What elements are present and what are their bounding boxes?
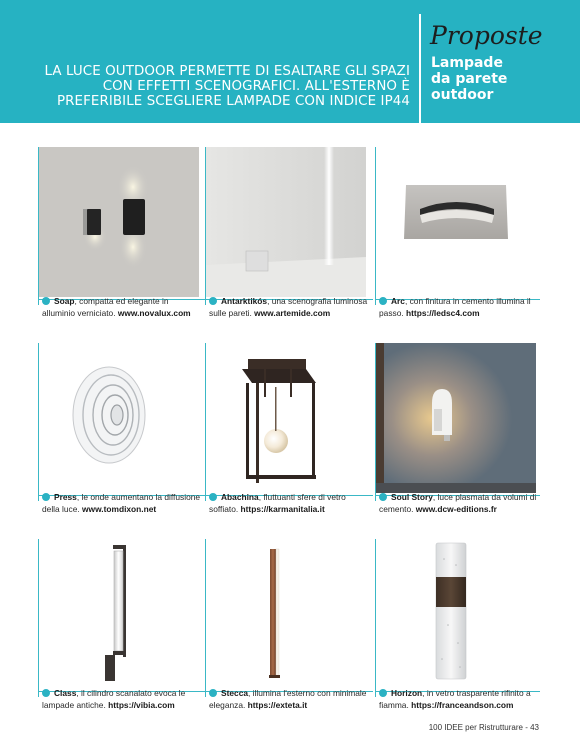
product-photo-class [39, 539, 199, 689]
product-caption-abachina: Abachina, fluttuanti sfere di vetro soffiato. https://karmanitalia.it [209, 492, 346, 514]
product-photo-soul-story [376, 343, 536, 493]
product-photo-press [39, 343, 199, 493]
intro-text: LA LUCE OUTDOOR PERMETTE DI ESALTARE GLI SPAZI CON EFFETTI SCENOGRAFICI. ALL'ESTERNO È PREFERIBILE SCEGLIERE LAMPADE CON INDICE IP44 [44, 64, 410, 109]
section-title [431, 55, 507, 103]
header-banner [0, 0, 580, 123]
product-caption-antarktikos: Antarktikós, una scenografia luminosa sulle pareti. www.artemide.com [209, 296, 368, 318]
script-title: Proposte [430, 21, 543, 50]
product-caption-arc: Arc, con finitura in cemento illumina il passo. https://ledsc4.com [379, 296, 531, 318]
product-caption-stecca: Stecca, illumina l'esterno con minimale eleganza. https://exteta.it [209, 688, 367, 710]
section-title-line: Lampade [431, 55, 503, 71]
page-footer: 100 IDEE per Ristrutturare - 43 [428, 723, 539, 732]
section-title-line: da parete [431, 71, 508, 87]
section-title-line: outdoor [431, 87, 494, 103]
product-photo-arc [376, 147, 536, 297]
product-caption-soap: Soap, compatta ed elegante in alluminio verniciato. www.novalux.com [42, 296, 191, 318]
product-caption-press: Press, le onde aumentano la diffusione della luce. www.tomdixon.net [42, 492, 201, 514]
product-photo-abachina [206, 343, 366, 493]
product-photo-antarktikos [206, 147, 366, 297]
product-photo-stecca [206, 539, 366, 689]
product-caption-soul-story: Soul Story, luce plasmata da volumi di cemento. www.dcw-editions.fr [379, 492, 537, 514]
header-divider [419, 14, 421, 123]
product-photo-horizon [376, 539, 536, 689]
product-caption-horizon: Horizon, in vetro trasparente rifinito a fiamma. https://franceandson.com [379, 688, 531, 710]
product-photo-soap [39, 147, 199, 297]
product-caption-class: Class, il cilindro scanalato evoca le lampade antiche. https://vibia.com [42, 688, 186, 710]
